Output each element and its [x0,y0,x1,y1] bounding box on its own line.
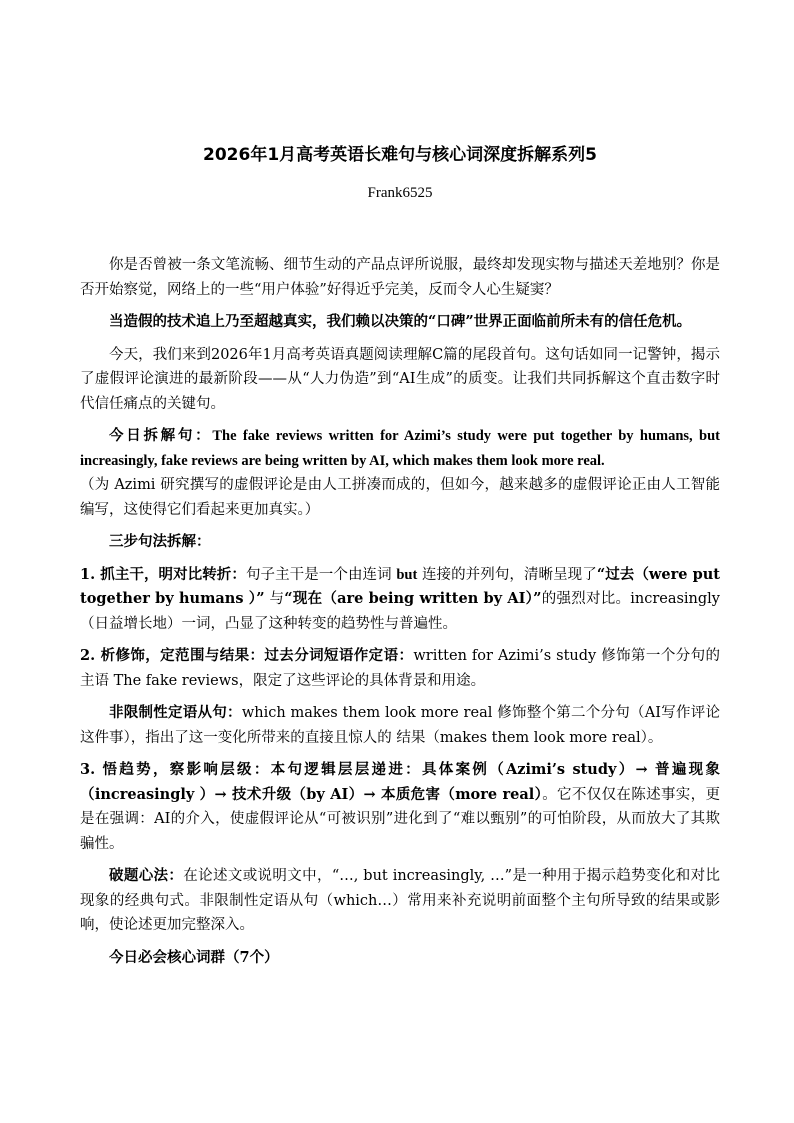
document-page [80,0,720,1123]
intro-paragraph: 你是否曾被一条文笔流畅、细节生动的产品点评所说服，最终却发现实物与描述天差地别？你是否开始察觉，网络上的一些“用户体验”好得近乎完美，反而令人心生疑窦？ [80,257,720,298]
step1-paragraph [80,563,720,637]
step1-but: but [396,566,418,583]
tip-paragraph [80,864,720,938]
step2b-text: which makes them look more real 修饰整个第二个分句（AI写作评论这件事），指出了这一变化所带来的直接且惊人的 结果（makes them look more real）。 [80,705,720,746]
sentence-translation: （为 Azimi 研究撰写的虚假评论是由人工拼凑而成的，但如今，越来越多的虚假评论正由人工智能编写，这使得它们看起来更加真实。） [80,477,720,518]
step1-text-e: increasingly（日益增长地）一词，凸显了这种转变的趋势性与普遍性。 [80,591,721,632]
step1-text-d: 的强烈对比。 [541,591,631,607]
sentence-paragraph [80,424,720,473]
tip-text: 在论述文或说明文中，“…, but increasingly, …”是一种用于揭示趋势变化和对比现象的经典句式。非限制性定语从句（which…）常用来补充说明前面整个主句所导致的结果或影响，使论述更加完整深入。 [80,868,720,933]
step2b-paragraph [80,701,720,750]
document-title: 2026年1月高考英语长难句与核心词深度拆解系列5 [203,145,597,165]
step2-label: 2. 析修饰，定范围与结果：过去分词短语作定语： [80,647,414,664]
step2-paragraph [80,644,720,693]
step3-label: 3. 悟趋势，察影响层级：本句逻辑层层递进：具体案例（Azimi’s study）→ 普遍现象（increasingly ）→ 技术升级（by AI）→ 本质危害（more real） [80,761,720,803]
sentence-english: The fake reviews written for Azimi’s study were put together by humans, but increasingly, fake reviews are being written by AI, which makes them look more real. [80,428,720,469]
today-paragraph: 今天，我们来到2026年1月高考英语真题阅读理解C篇的尾段首句。这句话如同一记警钟，揭示了虚假评论演进的最新阶段——从“人力伪造”到“AI生成”的质变。让我们共同拆解这个直击数字时代信任痛点的关键句。 [80,346,720,412]
sentence-label: 今日拆解句： [109,427,213,444]
step1-past: “过去（were put together by humans ）” [80,565,720,607]
step3-paragraph [80,758,720,856]
step1-text-a: 句子主干是一个由连词 [245,566,397,583]
step2b-label: 非限制性定语从句： [109,704,242,721]
document-body [80,253,720,978]
words-heading: 今日必会核心词群（7个） [109,948,279,966]
document-author: Frank6525 [367,185,433,201]
thesis-paragraph: 当造假的技术追上乃至超越真实，我们赖以决策的“口碑”世界正面临前所未有的信任危机。 [109,313,692,330]
tip-label: 破题心法： [109,867,184,884]
step1-now: “现在（are being written by AI）” [284,590,542,607]
step1-text-b: 连接的并列句，清晰呈现了 [417,566,597,583]
step2-text: written for Azimi’s study 修饰第一个分句的主语 The fake reviews，限定了这些评论的具体背景和用途。 [80,648,720,689]
step3-text: 。它不仅仅在陈述事实，更是在强调：AI的介入，使虚假评论从“可被识别”进化到了“难以甄别”的可怕阶段，从而放大了其欺骗性。 [80,786,720,852]
step1-label: 1. 抓主干，明对比转折： [80,565,246,583]
step1-text-c: 与 [264,591,285,607]
steps-heading: 三步句法拆解： [109,533,211,550]
